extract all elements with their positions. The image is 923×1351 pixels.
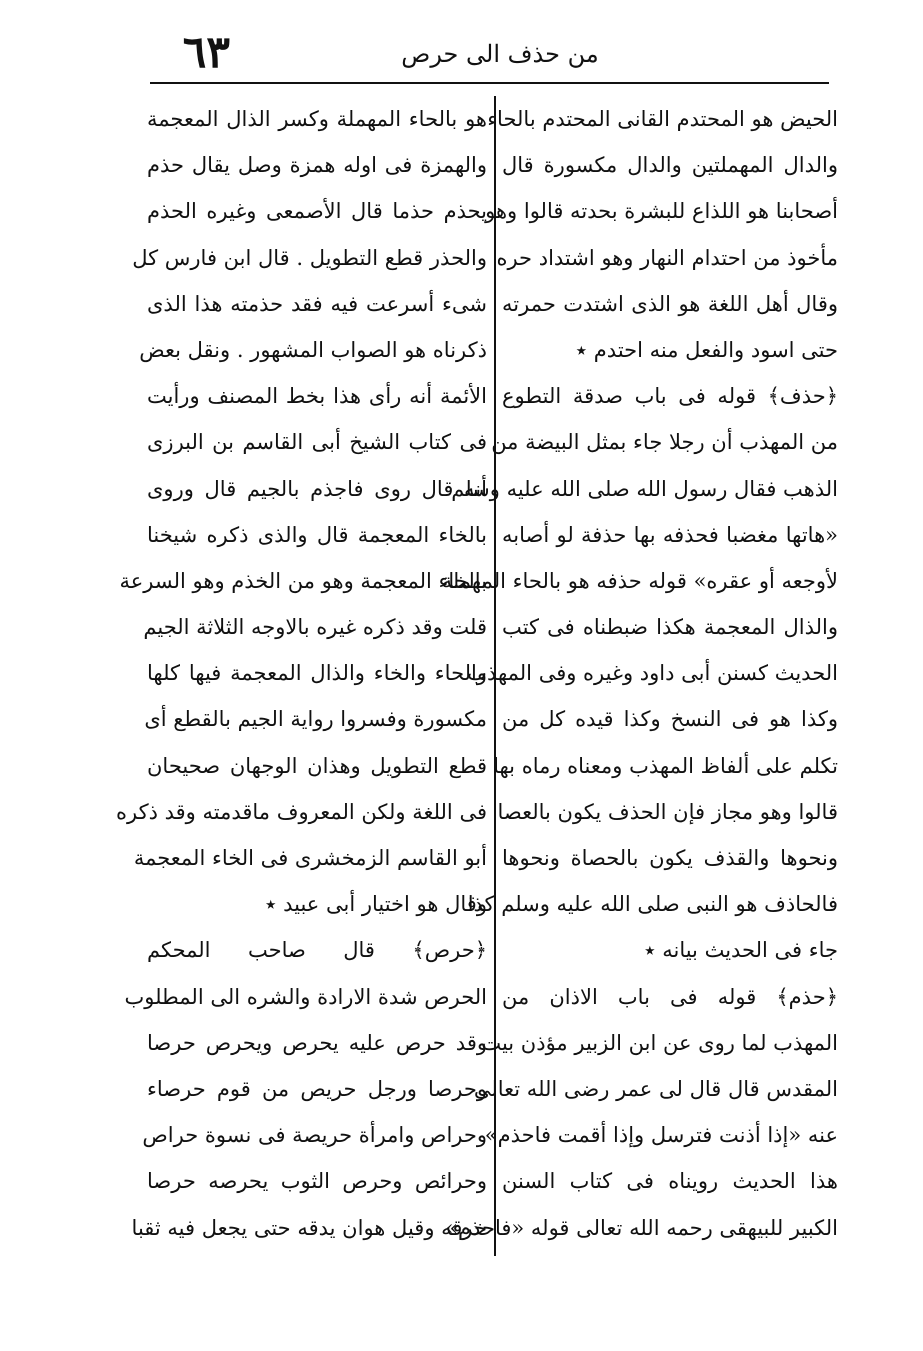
text-line: المقدس قال قال لى عمر رضى الله تعالى [473, 1076, 838, 1101]
text-line: المهذب لما روى عن ابن الزبير مؤذن بيت [481, 1030, 838, 1055]
text-line: وقال أهل اللغة هو الذى اشتدت حمرته [502, 291, 838, 316]
text-line: والهمزة فى اوله همزة وصل يقال حذم [147, 153, 487, 178]
text-line: بالخاء المعجمة وهو من الخذم وهو السرعة [119, 568, 487, 593]
page-header [150, 28, 830, 78]
text-line: فى كتاب الشيخ أبى القاسم بن البرزى [147, 430, 487, 455]
text-line: من المهذب أن رجلا جاء بمثل البيضة من [491, 430, 838, 455]
text-line: فالحاذف هو النبى صلى الله عليه وسلم كذا [467, 892, 838, 917]
text-line: تكلم على ألفاظ المهذب ومعناه رماه بها [493, 753, 838, 778]
text-line: الأئمة أنه رأى هذا بخط المصنف ورأيت [147, 384, 487, 409]
text-line: قالوا وهو مجاز فإن الحذف يكون بالعصا [497, 799, 838, 824]
text-line: الحرص شدة الارادة والشره الى المطلوب [124, 984, 487, 1009]
text-line: والحاء والخاء والذال المعجمة فيها كلها [147, 661, 487, 686]
text-line: هذا الحديث رويناه فى كتاب السنن [502, 1169, 838, 1194]
text-line: الحديث كسنن أبى داود وغيره وفى المهذب [467, 661, 838, 686]
text-line: ذكرناه هو الصواب المشهور . ونقل بعض [139, 337, 487, 362]
page-number: ٦٣ [182, 27, 230, 78]
text-line: ونحوها والقذف يكون بالحصاة ونحوها [502, 846, 838, 870]
text-line: أصحابنا هو اللذاع للبشرة بحدته قالوا وهو [485, 199, 838, 224]
running-title: من حذف الى حرص [401, 40, 599, 68]
text-line: والدال المهملتين والدال مكسورة قال [502, 153, 838, 178]
header-rule [150, 82, 829, 84]
text-line: وحرصا ورجل حريص من قوم حرصاء [147, 1076, 487, 1101]
text-line: هو بالحاء المهملة وكسر الذال المعجمة [147, 107, 487, 131]
text-line: وحرائص وحرص الثوب يحرصه حرصا [147, 1169, 487, 1194]
text-line: مكسورة وفسروا رواية الجيم بالقطع أى [144, 707, 487, 732]
text-line: بالخاء المعجمة قال والذى ذكره شيخنا [147, 522, 487, 547]
right-column [441, 96, 838, 1251]
text-line: ﴿حذم﴾ قوله فى باب الاذان من [502, 984, 838, 1009]
text-line: جاء فى الحديث بيانه ٭ [644, 938, 838, 963]
text-line: الكبير للبيهقى رحمه الله تعالى قوله «فاحذم» [445, 1215, 838, 1240]
text-line: مأخوذ من احتدام النهار وهو اشتداد حره [496, 245, 838, 270]
text-line: أبو القاسم الزمخشرى فى الخاء المعجمة [133, 846, 487, 870]
text-line: يحذم حذما قال الأصمعى وغيره الحذم [147, 199, 487, 224]
text-line: فى اللغة ولكن المعروف ماقدمته وقد ذكره [116, 799, 487, 824]
text-line: وقد حرص عليه يحرص ويحرص حرصا [147, 1030, 487, 1055]
left-column [116, 96, 487, 1251]
text-line: «هاتها مغضبا فحذفه بها حذفة لو أصابه [502, 522, 838, 547]
text-line: ﴿حذف﴾ قوله فى باب صدقة التطوع [502, 384, 838, 409]
text-line: الحيض هو المحتدم القانى المحتدم بالحاء [487, 107, 838, 131]
text-line: وقال هو اختيار أبى عبيد ٭ [264, 892, 487, 917]
text-line: أنه قال روى فاجذم بالجيم قال وروى [147, 476, 487, 501]
column-divider [494, 96, 496, 1256]
text-line: وكذا هو فى النسخ وكذا قيده كل من [502, 707, 838, 732]
text-line: الذهب فقال رسول الله صلى الله عليه وسلم [451, 476, 838, 501]
text-line: شىء أسرعت فيه فقد حذمته هذا الذى [147, 291, 487, 316]
text-line: قطع التطويل وهذان الوجهان صحيحان [147, 753, 487, 778]
text-line: لأوجعه أو عقره» قوله حذفه هو بالحاء المهملة [441, 568, 838, 593]
text-line: خرقه وقيل هوان يدقه حتى يجعل فيه ثقبا [131, 1215, 487, 1240]
text-line: قلت وقد ذكره غيره بالاوجه الثلاثة الجيم [143, 615, 487, 640]
text-line: والذال المعجمة هكذا ضبطناه فى كتب [502, 615, 838, 640]
text-line: والحذر قطع التطويل . قال ابن فارس كل [132, 245, 487, 270]
text-line: وحراص وامرأة حريصة فى نسوة حراص [142, 1123, 487, 1148]
text-line: عنه «إذا أذنت فترسل وإذا أقمت فاحذم» [484, 1123, 838, 1148]
text-line: حتى اسود والفعل منه احتدم ٭ [575, 337, 838, 362]
text-line: ﴿حرص﴾ قال صاحب المحكم [147, 938, 487, 963]
